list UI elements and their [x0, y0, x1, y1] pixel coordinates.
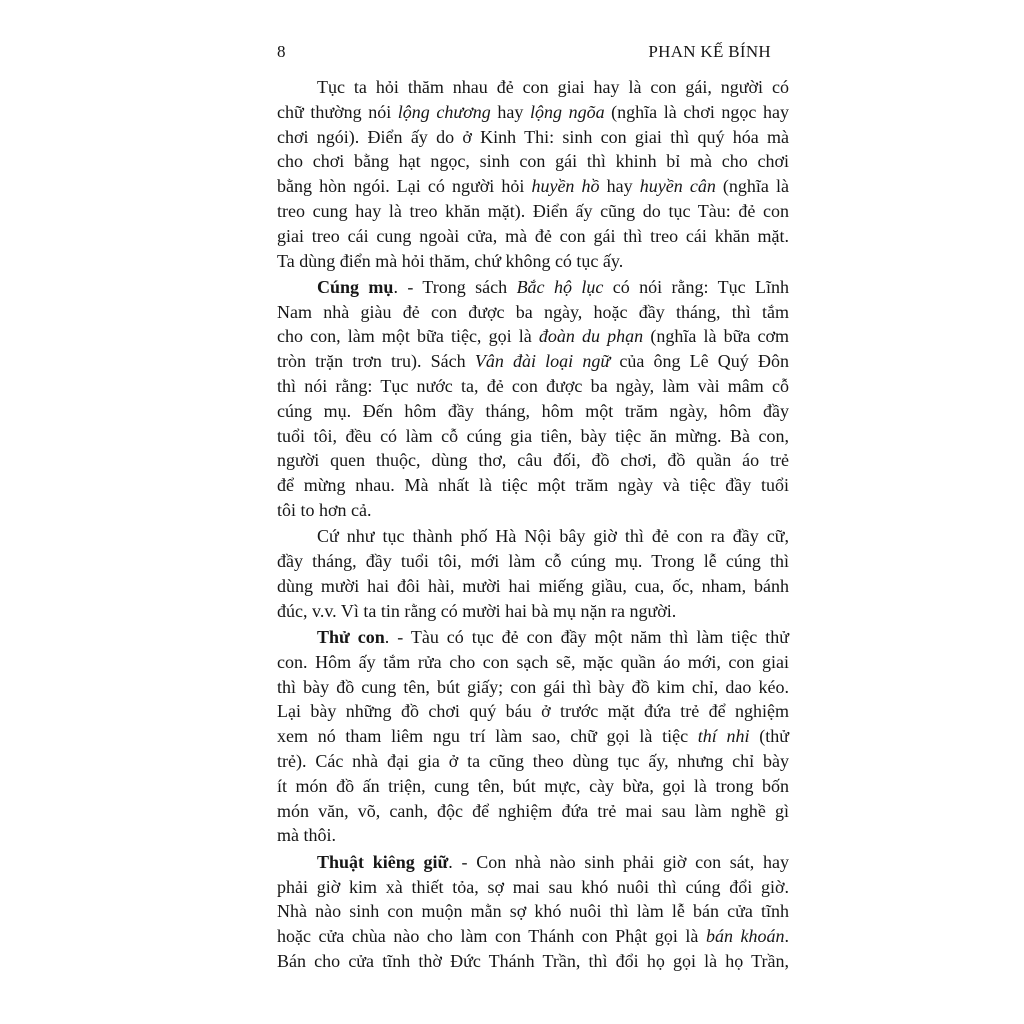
text-line: giai treo cái cung ngoài cửa, mà đẻ con gái thì treo cái khăn mặt.	[277, 225, 789, 246]
text-line: người quen thuộc, dùng thơ, câu đối, đồ chơi, đồ quần áo trẻ	[277, 450, 789, 471]
section-heading: Thử con	[317, 627, 385, 648]
text-line: Ta dùng điển mà hỏi thăm, chứ không có tục ấy.	[277, 250, 624, 271]
text-segment: . - Trong sách	[393, 276, 517, 297]
text-line: thì nói rằng: Tục nước ta, đẻ con được ba ngày, làm vài mâm cỗ	[277, 376, 789, 397]
text-line: con. Hôm ấy tắm rửa cho con sạch sẽ, mặc quần áo mới, con giai	[277, 651, 789, 672]
paragraph	[277, 524, 789, 623]
running-header	[277, 40, 771, 64]
text-line	[277, 924, 789, 949]
text-line: để mừng nhau. Mà nhất là tiệc một trăm ngày và tiệc đầy tuổi	[277, 475, 789, 496]
running-title: PHAN KẾ BÍNH	[648, 42, 771, 61]
text-segment: (nghĩa là	[715, 176, 790, 197]
text-segment: .	[784, 926, 789, 947]
text-line: mà thôi.	[277, 825, 336, 846]
text-line: chơi ngói). Điển ấy do ở Kinh Thi: sinh con giai thì quý hóa mà	[277, 126, 789, 147]
text-segment: xem nó tham liêm ngu trí làm sao, chữ gọi là tiệc	[277, 726, 698, 747]
text-line: cúng mụ. Đến hôm đầy tháng, hôm một trăm ngày, hôm đầy	[277, 400, 789, 421]
text-line	[277, 850, 789, 875]
text-segment: tròn trặn trơn tru). Sách	[277, 351, 475, 372]
text-segment: cho con, làm một bữa tiệc, gọi là	[277, 326, 539, 347]
italic-term: đoàn du phạn	[538, 326, 644, 347]
paragraph	[277, 275, 789, 523]
text-segment: có nói rằng: Tục Lĩnh	[603, 276, 789, 297]
text-segment: . - Tàu có tục đẻ con đầy một năm thì làm tiệc thử	[384, 627, 789, 648]
paragraph	[277, 625, 789, 848]
page-number: 8	[277, 42, 286, 61]
text-line: cho chơi bằng hạt ngọc, sinh con gái thì khinh bỉ mà cho chơi	[277, 151, 789, 172]
text-segment: (nghĩa là bữa cơm	[643, 326, 789, 347]
paragraph	[277, 850, 789, 974]
text-line: Cứ như tục thành phố Hà Nội bây giờ thì đẻ con ra đầy cữ,	[317, 526, 789, 547]
text-line: Bán cho cửa tĩnh thờ Đức Thánh Trần, thì đổi họ gọi là họ Trần,	[277, 950, 789, 971]
text-line	[277, 275, 789, 300]
text-line: thì bày đồ cung tên, bút giấy; con gái thì bày đồ kim chỉ, dao kéo.	[277, 676, 789, 697]
italic-term: thí nhi	[697, 726, 750, 747]
text-line	[277, 349, 789, 374]
italic-term: lộng ngõa	[529, 101, 605, 122]
text-line: dùng mười hai đôi hài, mười hai miếng giầu, cua, ốc, nham, bánh	[277, 575, 789, 596]
text-line: trẻ). Các nhà đại gia ở ta cũng theo dùng tục ấy, nhưng chỉ bày	[277, 751, 789, 772]
text-segment: . - Con nhà nào sinh phải giờ con sát, hay	[448, 851, 790, 872]
italic-term: huyền cân	[639, 176, 716, 197]
text-line: tuổi tôi, đều có làm cỗ cúng gia tiên, bày tiệc ăn mừng. Bà con,	[277, 425, 789, 446]
text-line: đầy tháng, đầy tuổi tôi, mới làm cỗ cúng mụ. Trong lễ cúng thì	[277, 551, 789, 572]
text-segment: (nghĩa là chơi ngọc hay	[604, 101, 789, 122]
text-segment: hay	[599, 176, 640, 197]
text-line: treo cung hay là treo khăn mặt). Điển ấy cũng do tục Tàu: đẻ con	[277, 200, 789, 221]
body-text	[277, 75, 789, 974]
text-line: phải giờ kim xà thiết tỏa, sợ mai sau khó nuôi thì cúng đổi giờ.	[277, 876, 789, 897]
section-heading: Thuật kiêng giữ	[317, 851, 449, 872]
italic-term: lộng chương	[397, 101, 491, 122]
text-segment: (thử	[749, 726, 790, 747]
text-line	[277, 174, 789, 199]
text-line: tôi to hơn cả.	[277, 500, 372, 521]
text-line: món văn, võ, canh, độc để nghiệm đứa trẻ mai sau làm nghề gì	[277, 800, 789, 821]
italic-term: huyền hồ	[531, 176, 600, 197]
text-segment: bằng hòn ngói. Lại có người hỏi	[277, 176, 532, 197]
text-line	[277, 324, 789, 349]
text-line: Nhà nào sinh con muộn mằn sợ khó nuôi thì làm lễ bán cửa tĩnh	[277, 901, 789, 922]
text-line: Tục ta hỏi thăm nhau đẻ con giai hay là con gái, người có	[317, 77, 789, 97]
text-line	[277, 100, 789, 125]
text-segment: của ông Lê Quý Đôn	[610, 351, 789, 372]
text-segment: hay	[490, 101, 530, 122]
text-line: ít món đồ ấn triện, cung tên, bút mực, cày bừa, gọi là trong bốn	[277, 775, 789, 796]
text-line	[277, 724, 789, 749]
text-line: đúc, v.v. Vì ta tin rằng có mười hai bà mụ nặn ra người.	[277, 600, 677, 621]
text-line	[277, 625, 789, 650]
italic-term: Bắc hộ lục	[516, 276, 604, 297]
text-line: Nam nhà giàu đẻ con được ba ngày, hoặc đầy tháng, thì tắm	[277, 301, 789, 322]
italic-term: Vân đài loại ngữ	[474, 351, 611, 372]
text-line: Lại bày những đồ chơi quý báu ở trước mặt đứa trẻ để nghiệm	[277, 701, 789, 722]
italic-term: bán khoán	[705, 926, 785, 947]
paragraph	[277, 75, 789, 273]
text-segment: hoặc cửa chùa nào cho làm con Thánh con Phật gọi là	[277, 926, 706, 947]
section-heading: Cúng mụ	[317, 276, 394, 297]
text-segment: chữ thường nói	[277, 101, 398, 122]
